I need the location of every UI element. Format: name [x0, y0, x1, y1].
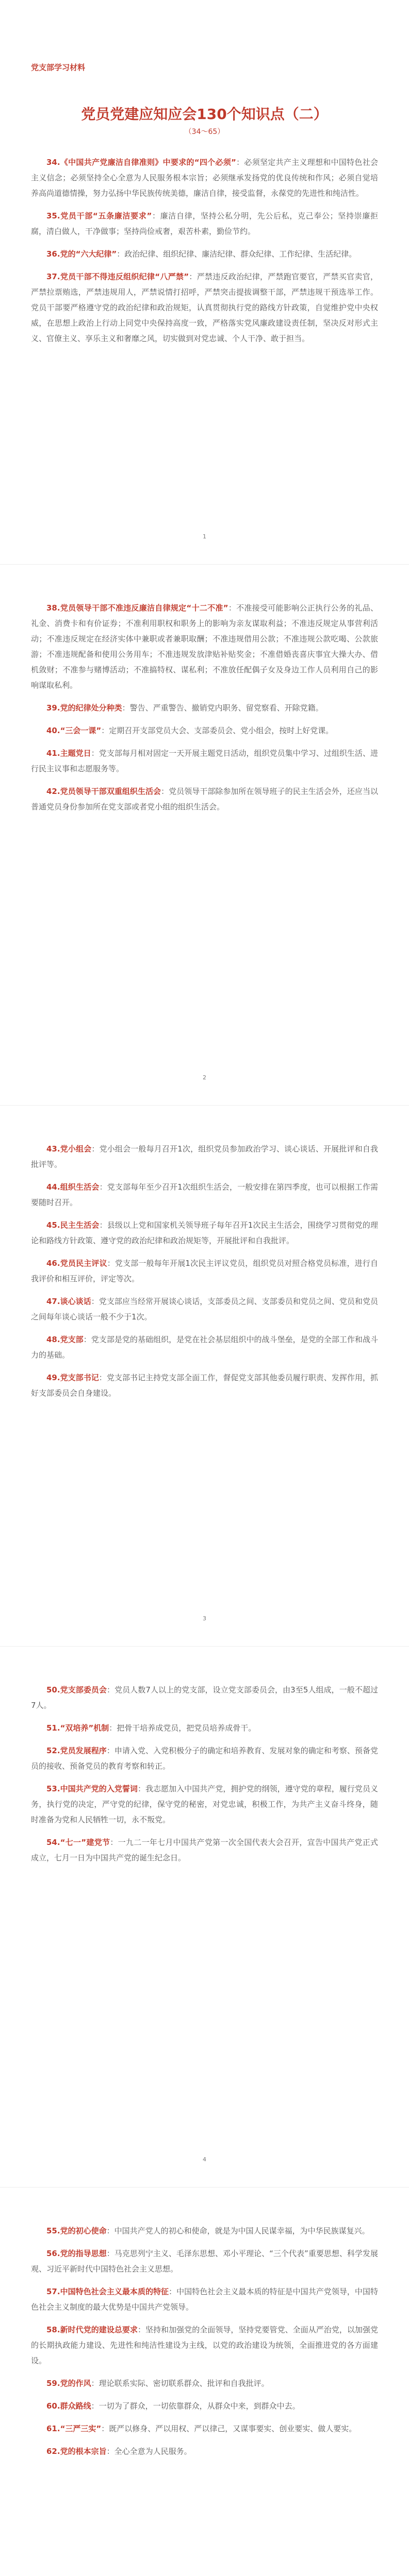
knowledge-point-body: ：理论联系实际、密切联系群众、批评和自我批评。 — [91, 2379, 269, 2388]
doc-page — [31, 1141, 378, 1408]
page-number: 3 — [203, 1615, 206, 1622]
knowledge-point-body: ：政治纪律、组织纪律、廉洁纪律、群众纪律、工作纪律、生活纪律。 — [117, 249, 357, 259]
knowledge-point-title: 55.党的初心使命 — [46, 2226, 107, 2235]
knowledge-point — [31, 208, 378, 239]
knowledge-point-title: 60.群众路线 — [46, 2401, 91, 2411]
knowledge-point-body: ：严禁违反政治纪律，严禁跑官要官，严禁买官卖官，严禁拉票贿选，严禁违规用人，严禁说情打招呼，严禁突击提拔调整干部，严禁违规干预选举工作。党员干部要严格遵守党的政治纪律和政治规矩，认真贯彻执行党的路线方针政策，自觉维护党中央权威，在思想上政治上行动上同党中央保持高度一致，严格落实党风廉政建设责任制，坚决反对形式主义、官僚主义、享乐主义和奢靡之风，切实做到对党忠诚、个人干净、敢于担当。 — [31, 272, 378, 343]
knowledge-point-body: ：坚持和加强党的全面领导，坚持党要管党、全面从严治党，以加强党的长期执政能力建设、先进性和纯洁性建设为主线，以党的政治建设为统领，全面推进党的各方面建设。 — [31, 2325, 378, 2365]
doc-page — [31, 600, 378, 822]
knowledge-point-body: ：不准接受可能影响公正执行公务的礼品、礼金、消费卡和有价证券；不准利用职权和职务上的影响为亲友谋取利益；不准违反规定从事营利活动；不准违反规定在经济实体中兼职或者兼职取酬；不准违规借用公款；不准违规公款吃喝、公款旅游；不准违规配备和使用公务用车；不准违规发放津贴补贴奖金；不准借婚丧喜庆事宜大操大办、借机敛财；不准参与赌博活动；不准搞特权、谋私利；不准放任配偶子女及身边工作人员利用自己的影响谋取私利。 — [31, 603, 378, 690]
knowledge-point-title: 59.党的作风 — [46, 2379, 91, 2388]
knowledge-point-body: ：定期召开支部党员大会、支部委员会、党小组会，按时上好党课。 — [101, 726, 334, 735]
knowledge-point-body: ：一切为了群众，一切依靠群众，从群众中来，到群众中去。 — [91, 2401, 300, 2411]
knowledge-point-body: ：把骨干培养成党员，把党员培养成骨干。 — [109, 1723, 256, 1733]
doc-page — [31, 1682, 378, 1873]
knowledge-point-title: 36.党的“六大纪律” — [46, 249, 117, 259]
knowledge-point — [31, 1294, 378, 1325]
page-number: 1 — [203, 533, 206, 540]
knowledge-point — [31, 1141, 378, 1172]
knowledge-point-body: ：申请入党、入党积极分子的确定和培养教育、发展对象的确定和考察、预备党员的接收、预备党员的教育考察和转正。 — [31, 1746, 378, 1771]
knowledge-point — [31, 1370, 378, 1401]
knowledge-point-body: ：一九二一年七月中国共产党第一次全国代表大会召开，宣告中国共产党正式成立，七月一日为中国共产党的诞生纪念日。 — [31, 1838, 378, 1862]
knowledge-point — [31, 723, 378, 738]
knowledge-point-title: 61.“三严三实” — [46, 2424, 102, 2433]
knowledge-point-body: ：县级以上党和国家机关领导班子每年召开1次民主生活会，围绕学习贯彻党的理论和路线方针政策、遵守党的政治纪律和政治规矩等，开展批评和自我批评。 — [31, 1221, 378, 1245]
knowledge-point-title: 53.中国共产党的入党誓词 — [46, 1784, 138, 1793]
knowledge-point-title: 48.党支部 — [46, 1335, 84, 1344]
knowledge-point-body: ：党小组会一般每月召开1次，组织党员参加政治学习、谈心谈话、开展批评和自我批评等。 — [31, 1144, 378, 1169]
knowledge-point-body: ：党员人数7人以上的党支部，设立党支部委员会，由3至5人组成，一般不超过7人。 — [31, 1685, 378, 1710]
page-divider — [0, 2187, 409, 2188]
knowledge-point-title: 57.中国特色社会主义最本质的特征 — [46, 2287, 169, 2296]
knowledge-point-title: 56.党的指导思想 — [46, 2249, 107, 2258]
knowledge-point — [31, 1332, 378, 1363]
knowledge-point — [31, 1256, 378, 1286]
knowledge-point-title: 54.“七一”建党节 — [46, 1838, 110, 1847]
knowledge-point-body: ：党支部每月相对固定一天开展主题党日活动，组织党员集中学习、过组织生活、进行民主议事和志愿服务等。 — [31, 749, 378, 773]
knowledge-point-body: ：既严以修身、严以用权、严以律己，又谋事要实、创业要实、做人要实。 — [101, 2424, 357, 2433]
knowledge-point-body: ：我志愿加入中国共产党，拥护党的纲领，遵守党的章程，履行党员义务，执行党的决定，严守党的纪律，保守党的秘密，对党忠诚，积极工作，为共产主义奋斗终身，随时准备为党和人民牺牲一切，永不叛党。 — [31, 1784, 378, 1824]
knowledge-point-body: ：党支部每年至少召开1次组织生活会，一般安排在第四季度，也可以根据工作需要随时召开。 — [31, 1182, 378, 1207]
knowledge-point-title: 44.组织生活会 — [46, 1182, 100, 1192]
knowledge-point-title: 49.党支部书记 — [46, 1373, 99, 1382]
knowledge-point — [31, 155, 378, 201]
page-divider — [0, 1646, 409, 1647]
knowledge-point-title: 43.党小组会 — [46, 1144, 92, 1154]
knowledge-point-title: 40.“三会一课” — [46, 726, 102, 735]
knowledge-point-title: 35.党员干部“五条廉洁要求” — [46, 211, 152, 221]
doc-page — [31, 2223, 378, 2466]
page-divider — [0, 564, 409, 565]
knowledge-point-body: ：警告、严重警告、撤销党内职务、留党察看、开除党籍。 — [122, 703, 323, 713]
knowledge-point-title: 45.民主生活会 — [46, 1221, 100, 1230]
knowledge-point — [31, 2322, 378, 2368]
knowledge-point-title: 51.“双培养”机制 — [46, 1723, 109, 1733]
knowledge-point-title: 47.谈心谈话 — [46, 1297, 91, 1306]
knowledge-point — [31, 2444, 378, 2459]
page-number: 2 — [203, 1074, 206, 1081]
knowledge-point — [31, 1720, 378, 1736]
knowledge-point-title: 58.新时代党的建设总要求 — [46, 2325, 138, 2334]
knowledge-point-title: 41.主题党日 — [46, 749, 91, 758]
knowledge-point — [31, 1743, 378, 1774]
knowledge-point-title: 52.党员发展程序 — [46, 1746, 107, 1755]
knowledge-point — [31, 1217, 378, 1248]
knowledge-point-title: 34.《中国共产党廉洁自律准则》中要求的“四个必须” — [46, 158, 236, 167]
knowledge-point — [31, 1835, 378, 1866]
knowledge-point-title: 38.党员领导干部不准违反廉洁自律规定“十二不准” — [46, 603, 228, 613]
doc-page — [31, 155, 378, 353]
knowledge-point-body: ：党支部是党的基础组织，是党在社会基层组织中的战斗堡垒，是党的全部工作和战斗力的基础。 — [31, 1335, 378, 1360]
knowledge-point-body: ：中国特色社会主义最本质的特征是中国共产党领导，中国特色社会主义制度的最大优势是中国共产党领导。 — [31, 2287, 378, 2312]
knowledge-point — [31, 700, 378, 716]
knowledge-point-title: 39.党的纪律处分种类 — [46, 703, 122, 713]
knowledge-point — [31, 1682, 378, 1713]
knowledge-point-title: 50.党支部委员会 — [46, 1685, 107, 1694]
knowledge-point — [31, 2421, 378, 2436]
knowledge-point — [31, 1781, 378, 1827]
knowledge-point-title: 62.党的根本宗旨 — [46, 2447, 107, 2456]
doc-header: 党支部学习材料 — [31, 63, 86, 72]
knowledge-point-body: ：党员领导干部除参加所在领导班子的民主生活会外，还应当以普通党员身份参加所在党支部或者党小组的组织生活会。 — [31, 787, 378, 811]
knowledge-point — [31, 1179, 378, 1210]
knowledge-point — [31, 745, 378, 776]
knowledge-point-title: 46.党员民主评议 — [46, 1259, 107, 1268]
knowledge-point — [31, 2246, 378, 2277]
knowledge-point — [31, 2398, 378, 2414]
knowledge-point-body: ：全心全意为人民服务。 — [106, 2447, 192, 2456]
knowledge-point — [31, 2223, 378, 2239]
knowledge-point-body: ：必须坚定共产主义理想和中国特色社会主义信念；必须坚持全心全意为人民服务根本宗旨；必须继承发扬党的优良传统和作风；必须自觉培养高尚道德情操，努力弘扬中华民族传统美德，廉洁自律，接受监督，永葆党的先进性和纯洁性。 — [31, 158, 378, 198]
knowledge-point-title: 42.党员领导干部双重组织生活会 — [46, 787, 161, 796]
knowledge-point — [31, 246, 378, 262]
knowledge-point-body: ：马克思列宁主义、毛泽东思想、邓小平理论、“三个代表”重要思想、科学发展观、习近平新时代中国特色社会主义思想。 — [31, 2249, 378, 2274]
doc-subtitle: （34～65） — [184, 128, 225, 136]
page-number: 4 — [203, 2156, 206, 2163]
doc-title: 党员党建应知应会130个知识点（二） — [81, 106, 328, 123]
knowledge-point-body: ：党支部一般每年开展1次民主评议党员，组织党员对照合格党员标准，进行自我评价和相互评价，评定等次。 — [31, 1259, 378, 1283]
knowledge-point-body: ：党支部应当经常开展谈心谈话，支部委员之间、支部委员和党员之间、党员和党员之间每年谈心谈话一般不少于1次。 — [31, 1297, 378, 1321]
knowledge-point — [31, 2376, 378, 2391]
knowledge-point-body: ：党支部书记主持党支部全面工作，督促党支部其他委员履行职责、发挥作用，抓好支部委员会自身建设。 — [31, 1373, 378, 1398]
knowledge-point-title: 37.党员干部不得违反组织纪律“八严禁” — [46, 272, 189, 281]
knowledge-point — [31, 600, 378, 693]
knowledge-point — [31, 269, 378, 346]
page-divider — [0, 1105, 409, 1106]
knowledge-point-body: ：廉洁自律，坚持公私分明，先公后私，克己奉公；坚持崇廉拒腐，清白做人，干净做事；坚持尚俭戒奢，艰苦朴素，勤俭节约。 — [31, 211, 378, 236]
knowledge-point — [31, 2284, 378, 2315]
knowledge-point-body: ：中国共产党人的初心和使命，就是为中国人民谋幸福，为中华民族谋复兴。 — [106, 2226, 370, 2235]
knowledge-point — [31, 784, 378, 815]
